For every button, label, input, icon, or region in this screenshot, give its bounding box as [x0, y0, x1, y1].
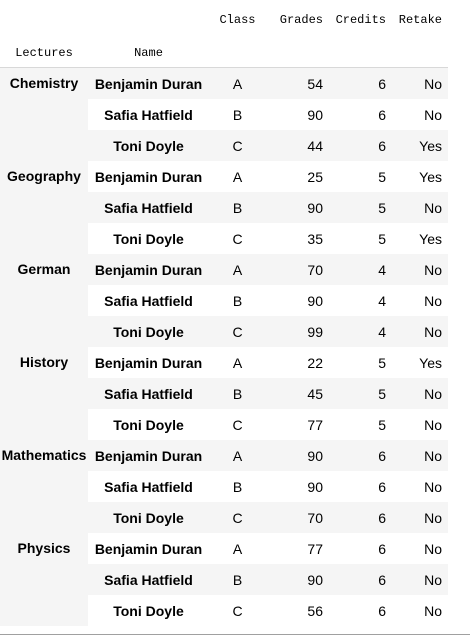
retake-cell: No: [386, 533, 448, 564]
retake-cell: No: [386, 595, 448, 626]
credits-cell: 5: [323, 223, 386, 254]
table-bottom-rule: [0, 634, 470, 635]
grades-cell: 44: [266, 130, 323, 161]
credits-cell: 5: [323, 161, 386, 192]
credits-cell: 6: [323, 533, 386, 564]
class-cell: B: [209, 564, 266, 595]
credits-cell: 6: [323, 68, 386, 100]
grades-cell: 77: [266, 533, 323, 564]
header-row-index: [0, 39, 448, 68]
grades-cell: 70: [266, 502, 323, 533]
lecture-label: Physics: [0, 533, 88, 626]
table-body: [0, 68, 448, 627]
retake-cell: No: [386, 440, 448, 471]
grades-cell: 90: [266, 440, 323, 471]
credits-cell: 6: [323, 595, 386, 626]
grades-cell: 90: [266, 99, 323, 130]
header-blank-lectures: [0, 0, 88, 39]
class-cell: A: [209, 68, 266, 100]
header-row-columns: [0, 0, 448, 39]
table-row: [0, 254, 448, 285]
grades-cell: 25: [266, 161, 323, 192]
header-class: Class: [219, 12, 256, 27]
grades-cell: 54: [266, 68, 323, 100]
grades-cell: 90: [266, 471, 323, 502]
grades-cell: 77: [266, 409, 323, 440]
class-cell: B: [209, 378, 266, 409]
credits-cell: 5: [323, 347, 386, 378]
lecture-label: Mathematics: [0, 440, 88, 533]
retake-cell: No: [386, 99, 448, 130]
header-name: Name: [88, 39, 209, 68]
credits-cell: 6: [323, 440, 386, 471]
class-cell: C: [209, 595, 266, 626]
student-name: Safia Hatfield: [88, 99, 209, 130]
grades-cell: 22: [266, 347, 323, 378]
class-cell: A: [209, 347, 266, 378]
student-name: Toni Doyle: [88, 595, 209, 626]
retake-cell: No: [386, 192, 448, 223]
grades-cell: 45: [266, 378, 323, 409]
grades-cell: 56: [266, 595, 323, 626]
table-row: [0, 533, 448, 564]
class-cell: A: [209, 440, 266, 471]
student-name: Safia Hatfield: [88, 564, 209, 595]
student-name: Benjamin Duran: [88, 533, 209, 564]
class-cell: C: [209, 502, 266, 533]
table-header: [0, 0, 448, 68]
lecture-label: German: [0, 254, 88, 347]
student-name: Toni Doyle: [88, 316, 209, 347]
retake-cell: No: [386, 378, 448, 409]
student-name: Toni Doyle: [88, 409, 209, 440]
class-cell: A: [209, 533, 266, 564]
header-retake: Retake: [398, 12, 442, 27]
credits-cell: 6: [323, 502, 386, 533]
header-lectures: Lectures: [0, 39, 88, 68]
class-cell: B: [209, 471, 266, 502]
retake-cell: Yes: [386, 161, 448, 192]
table-row: [0, 161, 448, 192]
class-cell: B: [209, 285, 266, 316]
retake-cell: No: [386, 502, 448, 533]
credits-cell: 5: [323, 192, 386, 223]
class-cell: A: [209, 161, 266, 192]
table-row: [0, 68, 448, 100]
class-cell: C: [209, 130, 266, 161]
grades-cell: 90: [266, 564, 323, 595]
class-cell: C: [209, 223, 266, 254]
grades-cell: 90: [266, 192, 323, 223]
student-name: Benjamin Duran: [88, 68, 209, 100]
credits-cell: 4: [323, 316, 386, 347]
class-cell: C: [209, 316, 266, 347]
credits-cell: 6: [323, 99, 386, 130]
retake-cell: No: [386, 68, 448, 100]
credits-cell: 5: [323, 378, 386, 409]
retake-cell: Yes: [386, 223, 448, 254]
credits-cell: 6: [323, 130, 386, 161]
credits-cell: 4: [323, 285, 386, 316]
grades-cell: 90: [266, 285, 323, 316]
class-cell: B: [209, 192, 266, 223]
header-grades: Grades: [279, 12, 323, 27]
student-name: Benjamin Duran: [88, 440, 209, 471]
student-name: Safia Hatfield: [88, 192, 209, 223]
credits-cell: 6: [323, 471, 386, 502]
retake-cell: No: [386, 285, 448, 316]
class-cell: A: [209, 254, 266, 285]
student-name: Toni Doyle: [88, 223, 209, 254]
retake-cell: No: [386, 471, 448, 502]
header-blank-name: [88, 0, 209, 39]
student-name: Safia Hatfield: [88, 378, 209, 409]
retake-cell: No: [386, 254, 448, 285]
student-name: Safia Hatfield: [88, 285, 209, 316]
retake-cell: No: [386, 316, 448, 347]
lecture-label: Chemistry: [0, 68, 88, 162]
header-index-blank-grades: [266, 39, 323, 68]
student-name: Benjamin Duran: [88, 347, 209, 378]
credits-cell: 6: [323, 564, 386, 595]
student-name: Benjamin Duran: [88, 161, 209, 192]
table-row: [0, 440, 448, 471]
retake-cell: Yes: [386, 347, 448, 378]
credits-cell: 4: [323, 254, 386, 285]
table-row: [0, 347, 448, 378]
header-index-blank-retake: [386, 39, 448, 68]
grades-cell: 70: [266, 254, 323, 285]
class-cell: B: [209, 99, 266, 130]
student-name: Toni Doyle: [88, 502, 209, 533]
lecture-label: History: [0, 347, 88, 440]
lecture-label: Geography: [0, 161, 88, 254]
credits-cell: 5: [323, 409, 386, 440]
class-cell: C: [209, 409, 266, 440]
student-name: Toni Doyle: [88, 130, 209, 161]
grades-cell: 35: [266, 223, 323, 254]
retake-cell: Yes: [386, 130, 448, 161]
header-index-blank-credits: [323, 39, 386, 68]
retake-cell: No: [386, 409, 448, 440]
retake-cell: No: [386, 564, 448, 595]
header-index-blank-class: [209, 39, 266, 68]
student-name: Benjamin Duran: [88, 254, 209, 285]
header-credits: Credits: [335, 12, 386, 27]
grades-cell: 99: [266, 316, 323, 347]
student-name: Safia Hatfield: [88, 471, 209, 502]
